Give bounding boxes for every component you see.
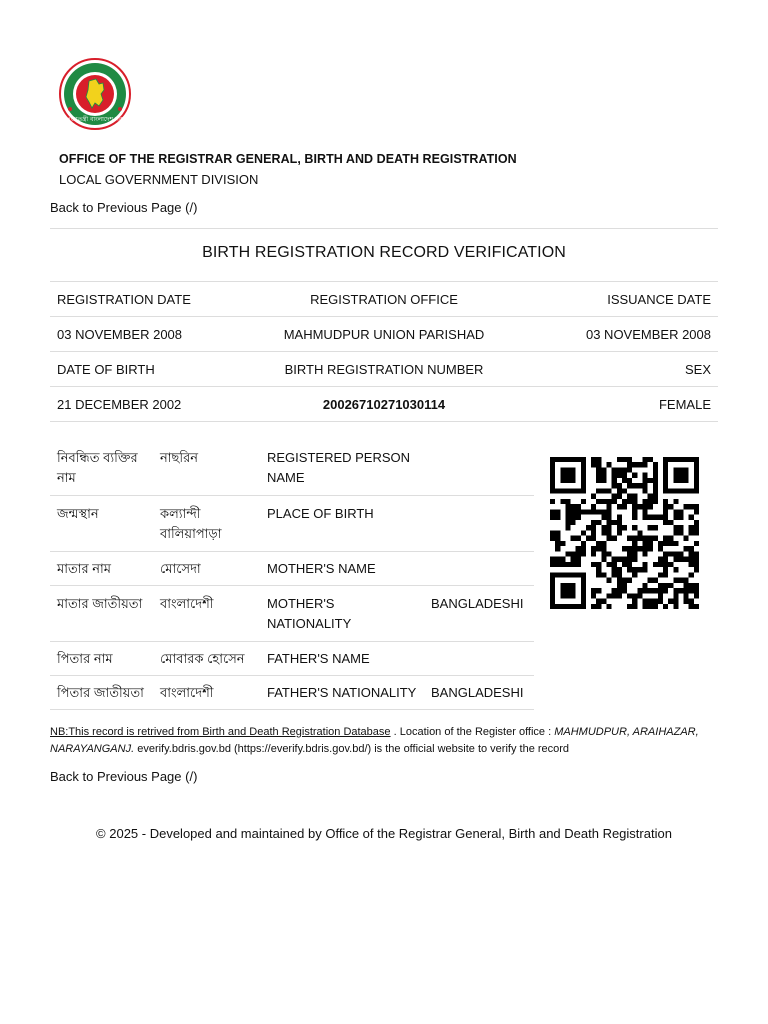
- en-label: MOTHER'S NAME: [260, 552, 424, 586]
- en-value: [424, 552, 534, 586]
- table-row: [50, 496, 534, 552]
- emblem-ring-text: গণপ্রজাতন্ত্রী বাংলাদেশ সরকার: [58, 116, 132, 123]
- registration-date-label: REGISTRATION DATE: [50, 282, 254, 317]
- division-subtitle: LOCAL GOVERNMENT DIVISION: [59, 172, 259, 187]
- bn-value: নাছরিন: [153, 440, 260, 496]
- table-row: [50, 317, 718, 352]
- register-office-location: MAHMUDPUR, ARAIHAZAR, NARAYANGANJ.: [50, 726, 699, 755]
- bn-label: নিবন্ধিত ব্যক্তির নাম: [50, 440, 153, 496]
- official-website-text: everify.bdris.gov.bd (https://everify.bdris.gov.bd/) is the official website to verify the record: [134, 743, 570, 755]
- en-label: FATHER'S NAME: [260, 642, 424, 676]
- registration-office-value: MAHMUDPUR UNION PARISHAD: [254, 317, 514, 352]
- bn-label: পিতার নাম: [50, 642, 153, 676]
- table-row: [50, 676, 534, 710]
- table-row: [50, 387, 718, 422]
- bn-label: জন্মস্থান: [50, 496, 153, 552]
- date-of-birth-value: 21 DECEMBER 2002: [50, 387, 254, 422]
- bn-value: মোসেদা: [153, 552, 260, 586]
- en-value: [424, 496, 534, 552]
- table-row: [50, 552, 534, 586]
- date-of-birth-label: DATE OF BIRTH: [50, 352, 254, 387]
- en-value: BANGLADESHI: [424, 586, 534, 642]
- en-value: [424, 440, 534, 496]
- en-label: FATHER'S NATIONALITY: [260, 676, 424, 710]
- bn-value: বাংলাদেশী: [153, 586, 260, 642]
- table-row: [50, 352, 718, 387]
- table-row: [50, 282, 718, 317]
- record-note: [50, 724, 722, 758]
- bn-value: কল্যান্দী বালিয়াপাড়া: [153, 496, 260, 552]
- government-emblem-logo: [58, 57, 132, 131]
- table-row: [50, 586, 534, 642]
- en-value: BANGLADESHI: [424, 676, 534, 710]
- en-label: MOTHER'S NATIONALITY: [260, 586, 424, 642]
- issuance-date-label: ISSUANCE DATE: [514, 282, 718, 317]
- birth-registration-number-label: BIRTH REGISTRATION NUMBER: [254, 352, 514, 387]
- en-value: [424, 642, 534, 676]
- bn-label: মাতার নাম: [50, 552, 153, 586]
- sex-value: FEMALE: [514, 387, 718, 422]
- registration-office-label: REGISTRATION OFFICE: [254, 282, 514, 317]
- registration-date-value: 03 NOVEMBER 2008: [50, 317, 254, 352]
- divider: [50, 228, 718, 229]
- location-prefix: . Location of the Register office :: [390, 726, 555, 738]
- bn-label: মাতার জাতীয়তা: [50, 586, 153, 642]
- office-title: OFFICE OF THE REGISTRAR GENERAL, BIRTH AND DEATH REGISTRATION: [59, 152, 517, 166]
- sex-label: SEX: [514, 352, 718, 387]
- back-to-previous-link[interactable]: Back to Previous Page (/): [50, 200, 198, 215]
- bn-label: পিতার জাতীয়তা: [50, 676, 153, 710]
- table-row: [50, 642, 534, 676]
- database-note-link[interactable]: NB:This record is retrived from Birth and Death Registration Database: [50, 726, 391, 738]
- bn-value: মোবারক হোসেন: [153, 642, 260, 676]
- registration-record-table: [50, 281, 718, 422]
- en-label: PLACE OF BIRTH: [260, 496, 424, 552]
- person-details-table: [50, 440, 534, 710]
- birth-registration-number-value: 20026710271030114: [254, 387, 514, 422]
- footer-copyright: © 2025 - Developed and maintained by Office of the Registrar General, Birth and Death Registration: [96, 826, 672, 841]
- en-label: REGISTERED PERSON NAME: [260, 440, 424, 496]
- table-row: [50, 440, 534, 496]
- issuance-date-value: 03 NOVEMBER 2008: [514, 317, 718, 352]
- verification-qr-code: [550, 457, 699, 609]
- page-title: BIRTH REGISTRATION RECORD VERIFICATION: [202, 244, 566, 261]
- bn-value: বাংলাদেশী: [153, 676, 260, 710]
- back-to-previous-link[interactable]: Back to Previous Page (/): [50, 769, 198, 784]
